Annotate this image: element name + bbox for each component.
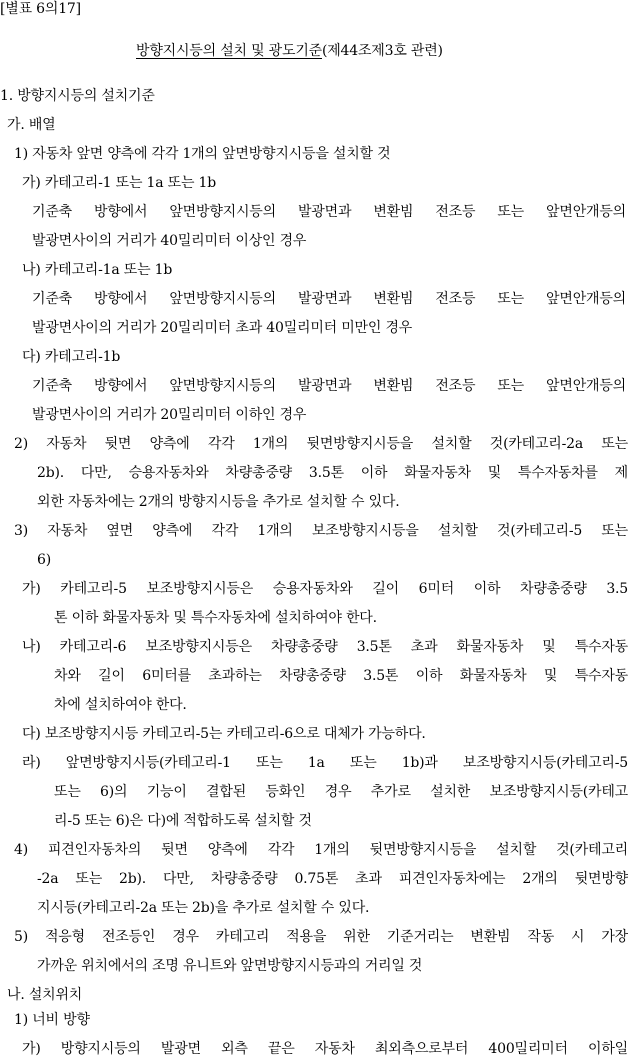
text-line-i5-l1: 5) 적응형 전조등인 경우 카테고리 적용을 위한 기준거리는 변환빔 작동 시 가장 — [14, 929, 628, 945]
text-line-i3d-l1: 라) 앞면방향지시등(카테고리-1 또는 1a 또는 1b)과 보조방향지시등(카테고리-5 — [22, 755, 628, 771]
text-line-i3b-l3: 차에 설치하여야 한다. — [54, 697, 187, 713]
text-line-i5-l2: 가까운 위치에서의 조명 유니트와 앞면방향지시등과의 거리일 것 — [37, 958, 423, 974]
text-line-i3c: 다) 보조방향지시등 카테고리-5는 카테고리-6으로 대체가 가능하다. — [22, 726, 426, 742]
text-line-i3d-l2: 또는 6)의 기능이 결합된 등화인 경우 추가로 설치한 보조방향지시등(카테고 — [54, 784, 628, 800]
text-line-s1a: 가. 배열 — [7, 117, 56, 133]
text-line-i1a: 가) 카테고리-1 또는 1a 또는 1b — [22, 175, 216, 191]
text-line-i3a-l2: 톤 이하 화물자동차 및 특수자동차에 설치하여야 한다. — [54, 610, 377, 626]
text-line-j1a-l1: 가) 방향지시등의 발광면 외측 끝은 자동차 최외측으로부터 400밀리미터 이하일 — [22, 1041, 628, 1057]
text-line-i2-l2: 2b). 다만, 승용자동차와 차량총중량 3.5톤 이하 화물자동차 및 특수자동차를 제 — [37, 465, 628, 481]
text-line-i4-l1: 4) 피견인자동차의 뒷면 양측에 각각 1개의 뒷면방향지시등을 설치할 것(카테고리 — [14, 842, 628, 858]
text-line-i1: 1) 자동차 앞면 양측에 각각 1개의 앞면방향지시등을 설치할 것 — [14, 146, 391, 162]
text-line-i2-l3: 외한 자동차에는 2개의 방향지시등을 추가로 설치할 수 있다. — [37, 494, 400, 510]
text-line-s1: 1. 방향지시등의 설치기준 — [0, 88, 155, 104]
text-line-i3-l2: 6) — [37, 552, 51, 568]
text-line-i1c-l2: 발광면사이의 거리가 20밀리미터 이하인 경우 — [32, 407, 307, 423]
title-ref: (제44조제3호 관련) — [321, 43, 443, 59]
document-title — [136, 42, 443, 60]
text-line-i1b: 나) 카테고리-1a 또는 1b — [22, 262, 173, 278]
text-line-i4-l2: -2a 또는 2b). 다만, 차량총중량 0.75톤 초과 피견인자동차에는 2개의 뒷면방향 — [37, 871, 628, 887]
text-line-i1a-l1: 기준축 방향에서 앞면방향지시등의 발광면과 변환빔 전조등 또는 앞면안개등의 — [32, 204, 626, 220]
text-line-i2-l1: 2) 자동차 뒷면 양측에 각각 1개의 뒷면방향지시등을 설치할 것(카테고리-2a 또는 — [14, 436, 628, 452]
text-line-i1c-l1: 기준축 방향에서 앞면방향지시등의 발광면과 변환빔 전조등 또는 앞면안개등의 — [32, 378, 626, 394]
text-line-i3b-l2: 차와 길이 6미터를 초과하는 차량총중량 3.5톤 이하 화물자동차 및 특수자동 — [54, 668, 628, 684]
text-line-i1b-l1: 기준축 방향에서 앞면방향지시등의 발광면과 변환빔 전조등 또는 앞면안개등의 — [32, 291, 626, 307]
text-line-i3b-l1: 나) 카테고리-6 보조방향지시등은 차량총중량 3.5톤 초과 화물자동차 및 특수자동 — [22, 639, 628, 655]
text-line-s1b: 나. 설치위치 — [7, 987, 83, 1003]
text-line-i1a-l2: 발광면사이의 거리가 40밀리미터 이상인 경우 — [32, 233, 307, 249]
text-line-i4-l3: 지시등(카테고리-2a 또는 2b)을 추가로 설치할 수 있다. — [37, 900, 370, 916]
annex-label: [별표 6의17] — [0, 1, 81, 17]
text-line-i1c: 다) 카테고리-1b — [22, 349, 121, 365]
text-line-i3d-l3: 리-5 또는 6)은 다)에 적합하도록 설치할 것 — [54, 813, 312, 829]
text-line-i1b-l2: 발광면사이의 거리가 20밀리미터 초과 40밀리미터 미만인 경우 — [32, 320, 413, 336]
text-line-j1: 1) 너비 방향 — [14, 1012, 90, 1028]
text-line-i3a-l1: 가) 카테고리-5 보조방향지시등은 승용자동차와 길이 6미터 이하 차량총중량 3.5 — [22, 581, 628, 597]
text-line-i3-l1: 3) 자동차 옆면 양측에 각각 1개의 보조방향지시등을 설치할 것(카테고리-5 또는 — [14, 523, 628, 539]
title-main: 방향지시등의 설치 및 광도기준 — [136, 43, 322, 59]
